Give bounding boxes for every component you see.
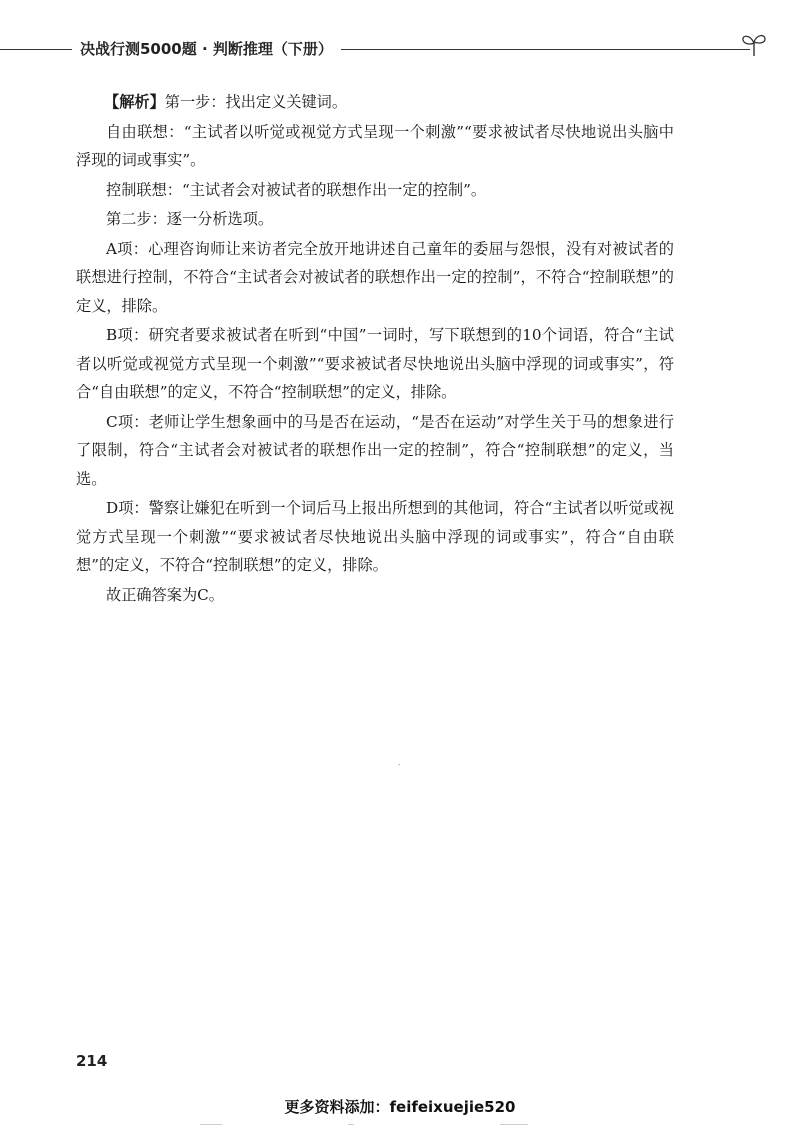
scan-noise-mid <box>348 1124 354 1125</box>
sprout-icon <box>740 30 768 58</box>
paragraph-option-a: A项：心理咨询师让来访者完全放开地讲述自己童年的委屈与怨恨，没有对被试者的联想进行控制，不符合“主试者会对被试者的联想作出一定的控制”，不符合“控制联想”的定义，排除。 <box>76 239 674 315</box>
paragraph-controlled-association: 控制联想：“主试者会对被试者的联想作出一定的控制”。 <box>106 180 487 199</box>
footer-note: 更多资料添加：feifeixuejie520 <box>284 1098 516 1116</box>
analysis-tag: 【解析】 <box>104 93 165 111</box>
answer-explanation <box>76 88 674 610</box>
paragraph-option-b: B项：研究者要求被试者在听到“中国”一词时，写下联想到的10个词语，符合“主试者以听觉或视觉方式呈现一个刺激”“要求被试者尽快地说出头脑中浮现的词或事实”，符合“自由联想”的定义，不符合“控制联想”的定义，排除。 <box>76 326 674 401</box>
paragraph-free-association: 自由联想：“主试者以听觉或视觉方式呈现一个刺激”“要求被试者尽快地说出头脑中浮现的词或事实”。 <box>76 122 674 169</box>
scan-noise-right <box>500 1124 528 1125</box>
scan-speck <box>398 764 400 765</box>
scan-noise-left <box>200 1124 222 1125</box>
paragraph-option-c: C项：老师让学生想象画中的马是否在运动，“是否在运动”对学生关于马的想象进行了限制，符合“主试者会对被试者的联想作出一定的控制”，符合“控制联想”的定义，当选。 <box>76 412 674 488</box>
page-number: 214 <box>76 1052 108 1070</box>
step-one-text: 第一步：找出定义关键词。 <box>164 93 347 111</box>
paragraph-step-one <box>76 88 674 117</box>
header-title: 决战行测5000题 · 判断推理（下册） <box>72 38 341 59</box>
paragraph-option-d: D项：警察让嫌犯在听到一个词后马上报出所想到的其他词，符合“主试者以听觉或视觉方式呈现一个刺激”“要求被试者尽快地说出头脑中浮现的词或事实”，符合“自由联想”的定义，不符合“控制联想”的定义，排除。 <box>76 499 674 574</box>
running-header <box>0 36 780 62</box>
paragraph-step-two: 第二步：逐一分析选项。 <box>106 210 274 228</box>
paragraph-answer: 故正确答案为C。 <box>106 585 224 604</box>
